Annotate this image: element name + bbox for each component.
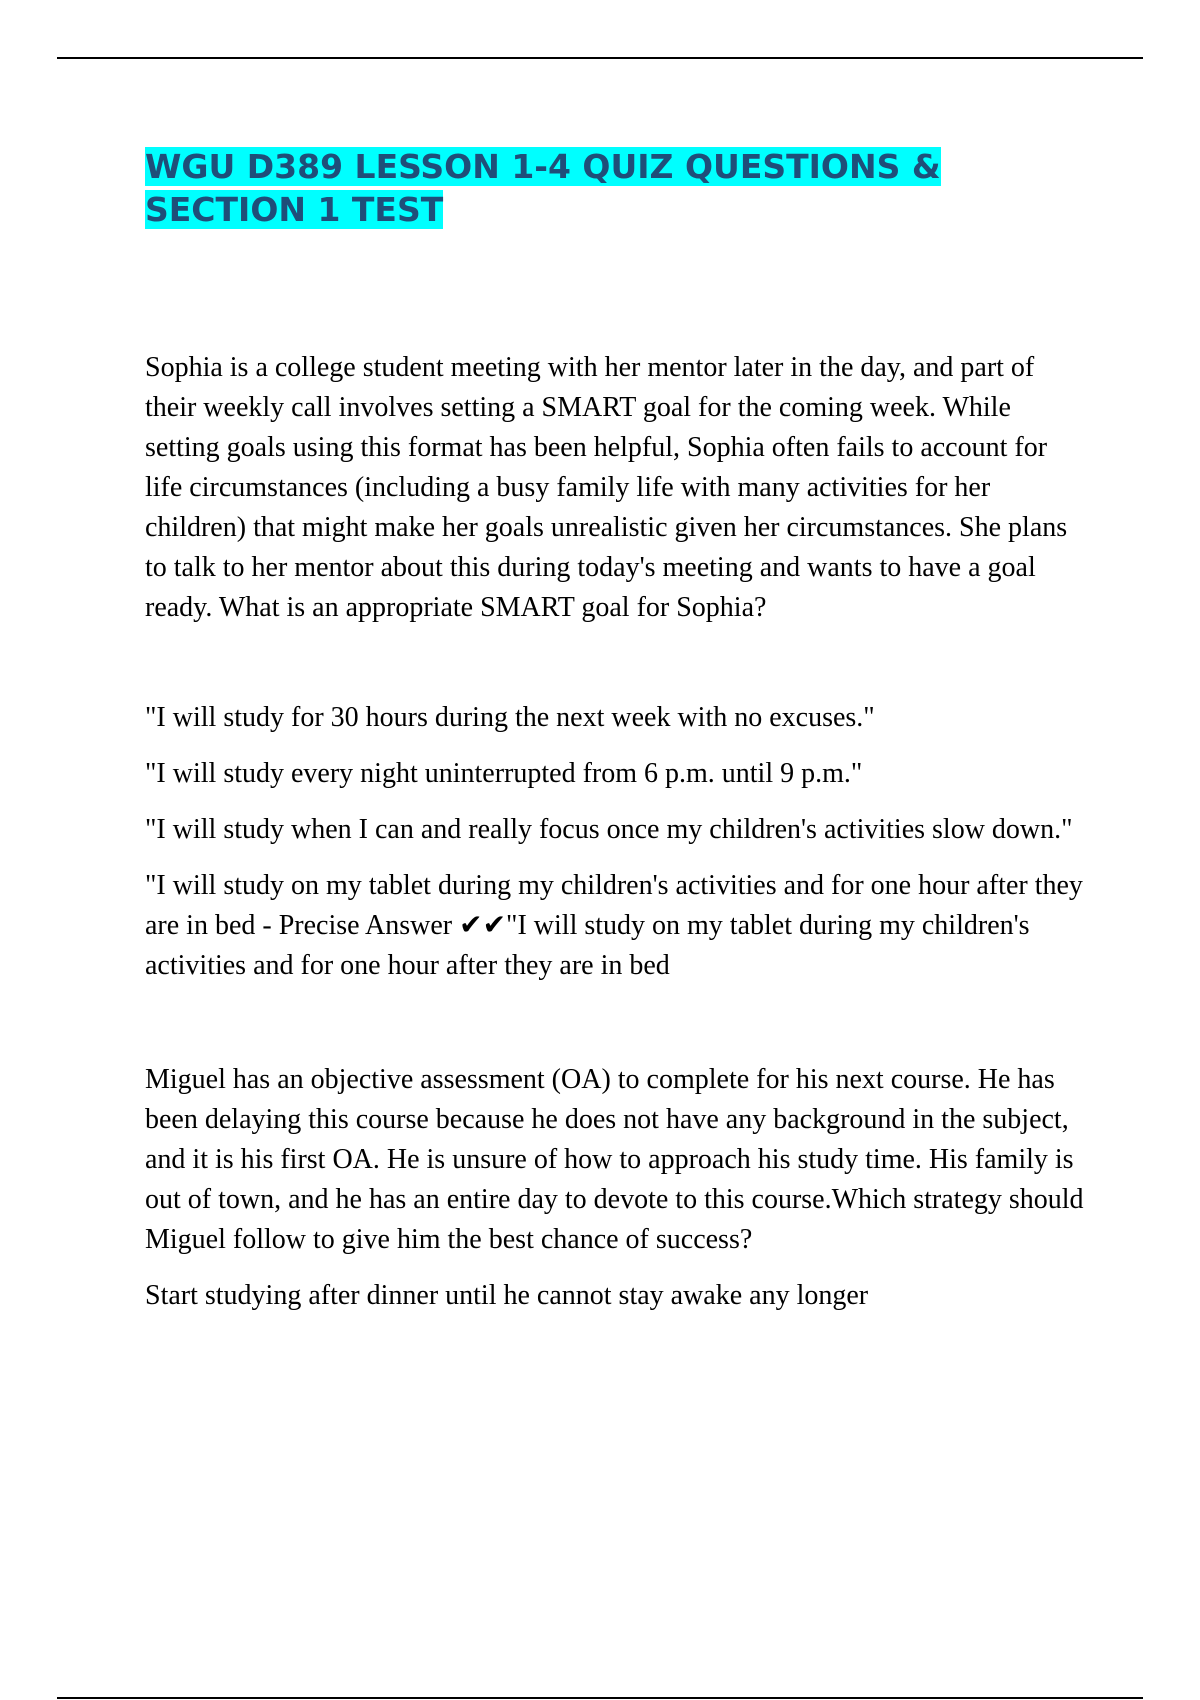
question-1-option-1: "I will study for 30 hours during the next week with no excuses." (145, 702, 875, 733)
header-rule (57, 57, 1143, 59)
question-1-option-2: "I will study every night uninterrupted from 6 p.m. until 9 p.m." (145, 758, 863, 789)
question-1-option-4: "I will study on my tablet during my children's activities and for one hour after they are in bed - Precise Answer ✔✔"I will study on my tablet during my children's activities and for one hour after they are in bed (145, 870, 1083, 981)
question-1-option-3: "I will study when I can and really focus once my children's activities slow down." (145, 814, 1073, 845)
footer-rule (57, 1697, 1143, 1699)
question-2-option-1: Start studying after dinner until he cannot stay awake any longer (145, 1280, 869, 1311)
question-2-prompt: Miguel has an objective assessment (OA) to complete for his next course. He has been delaying this course because he does not have any background in the subject, and it is his first OA. He is unsure of how to approach his study time. His family is out of town, and he has an entire day to devote to this course.Which strategy should Miguel follow to give him the best chance of success? (145, 1064, 1084, 1255)
question-1-prompt: Sophia is a college student meeting with her mentor later in the day, and part of their weekly call involves setting a SMART goal for the coming week. While setting goals using this format has been helpful, Sophia often fails to account for life circumstances (including a busy family life with many activities for her children) that might make her goals unrealistic given her circumstances. She plans to talk to her mentor about this during today's meeting and wants to have a goal ready. What is an appropriate SMART goal for Sophia? (145, 352, 1068, 623)
title-highlight: WGU D389 LESSON 1-4 QUIZ QUESTIONS & SECTION 1 TEST (145, 147, 941, 229)
document-title (145, 145, 1090, 231)
document-body (145, 145, 1090, 1316)
